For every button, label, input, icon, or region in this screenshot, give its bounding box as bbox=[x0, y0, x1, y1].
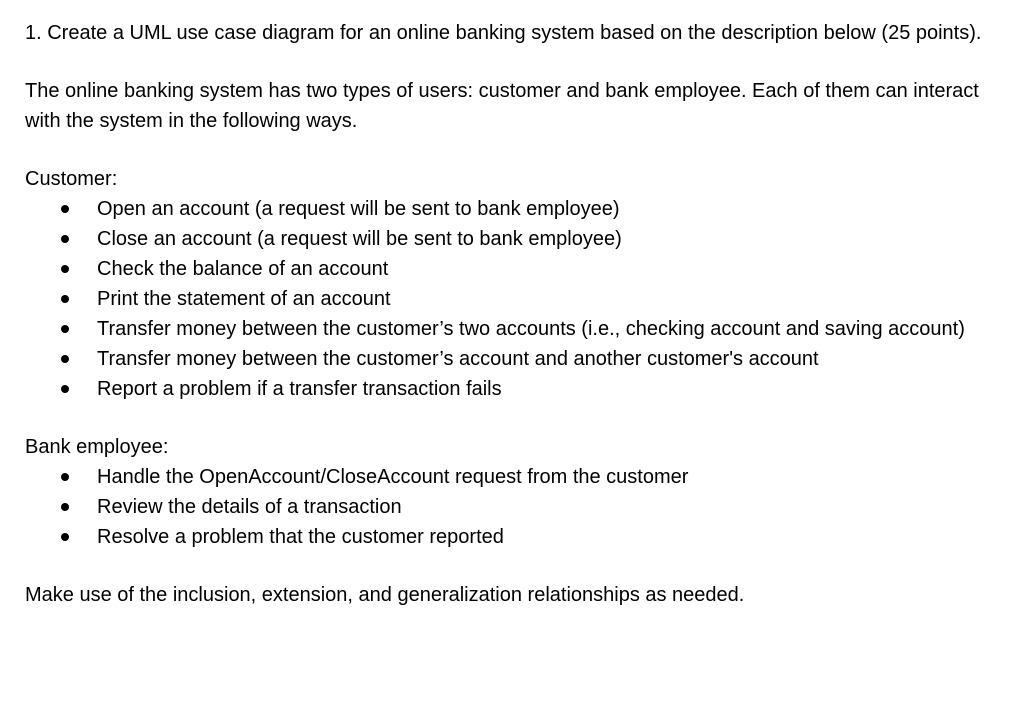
list-item bbox=[25, 224, 1005, 254]
list-item bbox=[25, 254, 1005, 284]
list-item-text: Resolve a problem that the customer reported bbox=[97, 526, 504, 548]
list-item bbox=[25, 492, 1005, 522]
bullet-icon bbox=[61, 265, 69, 273]
list-item bbox=[25, 284, 1005, 314]
list-item bbox=[25, 194, 1005, 224]
employee-section-label: Bank employee: bbox=[25, 436, 169, 458]
list-item bbox=[25, 344, 1005, 374]
list-item bbox=[25, 522, 1005, 552]
customer-use-case-list bbox=[25, 194, 1005, 404]
customer-section-label: Customer: bbox=[25, 168, 118, 190]
list-item-text: Handle the OpenAccount/CloseAccount request from the customer bbox=[97, 466, 689, 488]
employee-use-case-list bbox=[25, 462, 1005, 552]
list-item bbox=[25, 374, 1005, 404]
list-item-text: Transfer money between the customer’s two accounts (i.e., checking account and saving account) bbox=[97, 318, 965, 340]
bullet-icon bbox=[61, 385, 69, 393]
bullet-icon bbox=[61, 503, 69, 511]
bullet-icon bbox=[61, 295, 69, 303]
list-item-text: Report a problem if a transfer transaction fails bbox=[97, 378, 502, 400]
document-body bbox=[25, 18, 1005, 610]
list-item-text: Print the statement of an account bbox=[97, 288, 391, 310]
list-item-text: Close an account (a request will be sent to bank employee) bbox=[97, 228, 622, 250]
list-item-text: Transfer money between the customer’s account and another customer's account bbox=[97, 348, 819, 370]
bullet-icon bbox=[61, 533, 69, 541]
list-item-text: Review the details of a transaction bbox=[97, 496, 402, 518]
bullet-icon bbox=[61, 205, 69, 213]
bullet-icon bbox=[61, 235, 69, 243]
question-intro: The online banking system has two types of users: customer and bank employee. Each of them can interact with the system in the following ways. bbox=[25, 80, 979, 132]
list-item bbox=[25, 314, 1005, 344]
list-item-text: Check the balance of an account bbox=[97, 258, 389, 280]
list-item bbox=[25, 462, 1005, 492]
bullet-icon bbox=[61, 355, 69, 363]
bullet-icon bbox=[61, 325, 69, 333]
closing-instruction: Make use of the inclusion, extension, and generalization relationships as needed. bbox=[25, 584, 745, 606]
list-item-text: Open an account (a request will be sent to bank employee) bbox=[97, 198, 620, 220]
question-heading: 1. Create a UML use case diagram for an online banking system based on the description below (25 points). bbox=[25, 22, 982, 44]
bullet-icon bbox=[61, 473, 69, 481]
